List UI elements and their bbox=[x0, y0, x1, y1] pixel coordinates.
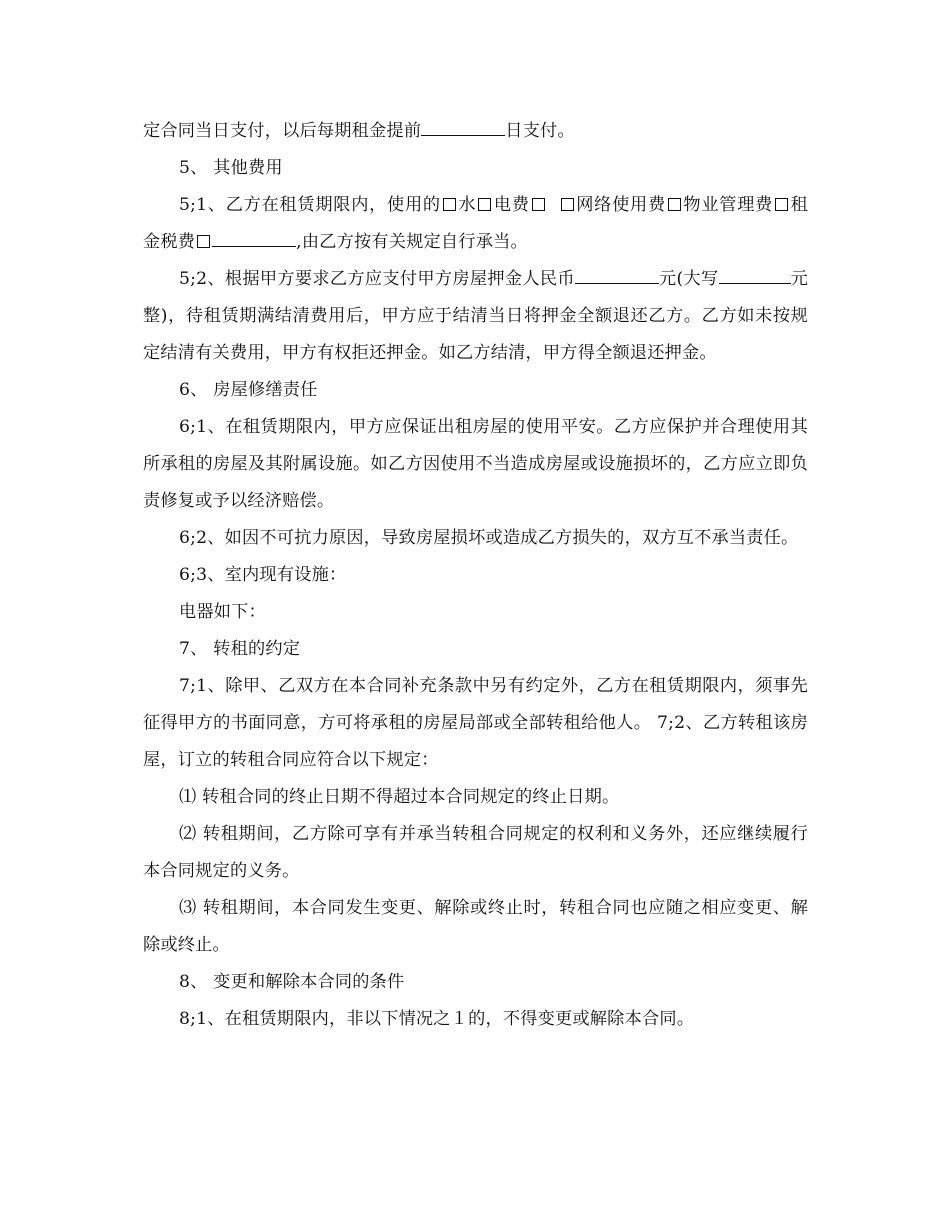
paragraph-payment-tail bbox=[143, 113, 808, 150]
label-water: 水 bbox=[457, 195, 477, 215]
paragraph-7-2-2: ⑵ 转租期间，乙方除可享有并承当转租合同规定的权利和义务外，还应继续履行本合同规定的义务。 bbox=[143, 824, 808, 881]
paragraph-5-2 bbox=[143, 261, 808, 372]
text-segment: 5;2、根据甲方要求乙方应支付甲方房屋押金人民币 bbox=[179, 269, 575, 289]
text-segment: 日支付。 bbox=[505, 121, 575, 141]
blank-other-fee bbox=[212, 246, 296, 247]
text-segment: 元(大写 bbox=[658, 269, 719, 289]
section-heading-8: 8、 变更和解除本合同的条件 bbox=[179, 972, 405, 992]
text-segment: 定合同当日支付，以后每期租金提前 bbox=[143, 121, 422, 141]
checkbox-empty bbox=[532, 198, 545, 211]
paragraph-6-1: 6;1、在租赁期限内，甲方应保证出租房屋的使用平安。乙方应保护并合理使用其所承租的房屋及其附属设施。如乙方因使用不当造成房屋或设施损坏的，乙方应立即负责修复或予以经济赔偿。 bbox=[143, 417, 808, 511]
blank-deposit-amount bbox=[575, 283, 659, 284]
checkbox-water bbox=[443, 198, 456, 211]
paragraph-7-2-3: ⑶ 转租期间，本合同发生变更、解除或终止时，转租合同也应随之相应变更、解除或终止。 bbox=[143, 898, 808, 955]
blank-days bbox=[421, 135, 505, 136]
text-segment: ,由乙方按有关规定自行承当。 bbox=[296, 232, 528, 252]
paragraph-appliances: 电器如下： bbox=[179, 602, 266, 622]
section-heading-5: 5、 其他费用 bbox=[179, 158, 283, 178]
paragraph-7-2-1: ⑴ 转租合同的终止日期不得超过本合同规定的终止日期。 bbox=[179, 787, 620, 807]
checkbox-other bbox=[197, 235, 210, 248]
section-heading-6: 6、 房屋修缮责任 bbox=[179, 380, 318, 400]
label-tax: 租金税费 bbox=[143, 195, 808, 252]
checkbox-electricity bbox=[478, 198, 491, 211]
text-segment: 5;1、乙方在租赁期限内，使用的 bbox=[179, 195, 441, 215]
label-property: 物业管理费 bbox=[682, 195, 774, 215]
paragraph-7-1: 7;1、除甲、乙双方在本合同补充条款中另有约定外，乙方在租赁期限内，须事先征得甲方的书面同意，方可将承租的房屋局部或全部转租给他人。 7;2、乙方转租该房屋，订立的转租合同应符合以下规定： bbox=[143, 676, 808, 770]
text-segment: 元整)，待租赁期满结清费用后，甲方应于结清当日将押金全额退还乙方。乙方如未按规定结清有关费用，甲方有权拒还押金。如乙方结清，甲方得全额退还押金。 bbox=[143, 269, 808, 363]
blank-deposit-words bbox=[719, 283, 791, 284]
section-heading-7: 7、 转租的约定 bbox=[179, 639, 301, 659]
paragraph-5-1 bbox=[143, 187, 808, 261]
checkbox-network bbox=[561, 198, 574, 211]
paragraph-8-1: 8;1、在租赁期限内，非以下情况之１的，不得变更或解除本合同。 bbox=[179, 1009, 695, 1029]
label-electricity: 电费 bbox=[493, 195, 530, 215]
checkbox-property bbox=[668, 198, 681, 211]
checkbox-tax-prefix bbox=[775, 198, 788, 211]
paragraph-6-2: 6;2、如因不可抗力原因，导致房屋损坏或造成乙方损失的，双方互不承当责任。 bbox=[179, 528, 799, 548]
document-body bbox=[143, 113, 808, 1038]
label-network: 网络使用费 bbox=[575, 195, 666, 215]
paragraph-6-3: 6;3、室内现有设施： bbox=[179, 565, 347, 585]
